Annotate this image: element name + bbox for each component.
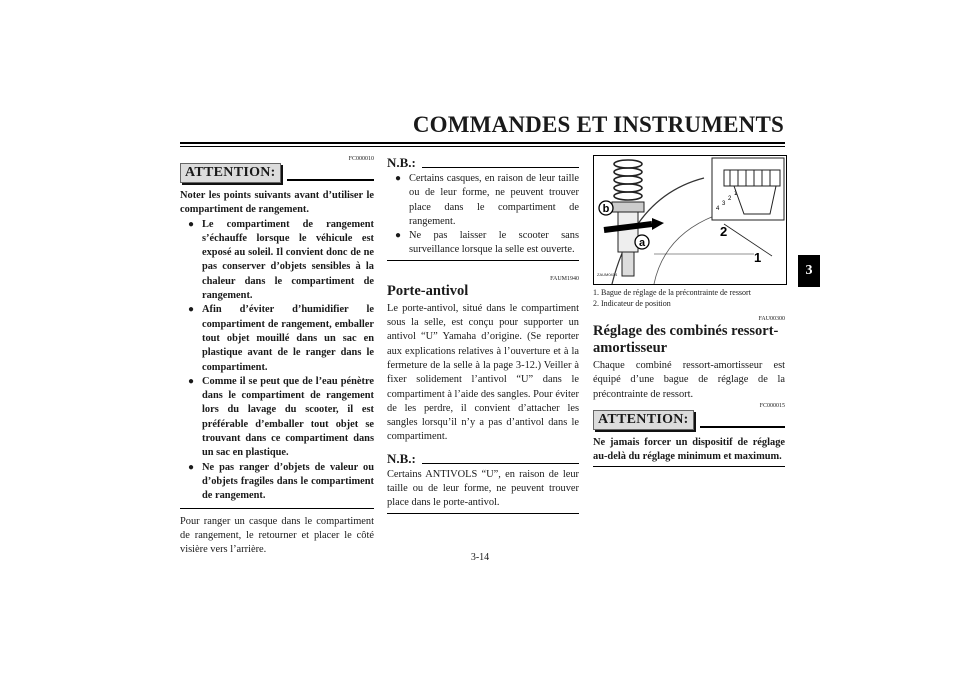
caption-item: 1. Bague de réglage de la précontrainte de ressort <box>593 288 751 297</box>
attention-code: FC000015 <box>759 402 785 409</box>
section-title: Réglage des combinés ressort-amortisseur <box>593 323 779 356</box>
attention-bullet <box>180 461 374 504</box>
column-middle <box>387 155 579 518</box>
header-rule-thick <box>180 142 785 144</box>
helmet-paragraph: Pour ranger un casque dans le compartiment de rangement, le retourner et placer le côté visière vers l’arrière. <box>180 515 374 556</box>
nb-heading <box>387 451 579 466</box>
nb-bullet-text: Ne pas laisser le scooter sans surveillance lorsque la selle est ouverte. <box>409 230 579 256</box>
attention-bullet-text: Afin d’éviter d’humidifier le compartiment de rangement, emballer tout objet mouillé dans un sac en plastique avant de le ranger dans le compartiment. <box>202 304 374 373</box>
nb-bullet-text: Certains casques, en raison de leur taille ou de leur forme, ne peuvent trouver place dans le compartiment de rangement. <box>409 173 579 227</box>
attention-rule <box>287 179 374 181</box>
scale-mark-1: 1 <box>734 191 738 197</box>
shock-absorber-figure <box>593 155 787 285</box>
attention-bullet-text: Comme il se peut que de l’eau pénètre dans le compartiment de rangement lors du lavage du scooter, il est préférable d’emballer tout objet se trouvant dans ce compartiment dans un sac en plastique. <box>202 375 374 459</box>
attention-code: FC000010 <box>348 156 374 162</box>
label-b: b <box>602 203 610 215</box>
attention-end-rule <box>593 466 785 467</box>
attention-text: Ne jamais forcer un dispositif de réglage au-delà du réglage minimum et maximum. <box>593 436 785 463</box>
caption-item: 2. Indicateur de position <box>593 299 671 308</box>
nb-rule <box>422 463 579 464</box>
nb-rule <box>422 167 579 168</box>
bullet-dot-icon: ● <box>188 461 195 473</box>
attention-bullet <box>180 218 374 304</box>
attention-intro: Noter les points suivants avant d’utiliser le compartiment de rangement. <box>180 190 374 216</box>
nb-end-rule <box>387 260 579 261</box>
nb-bullet <box>387 172 579 229</box>
bullet-dot-icon: ● <box>188 304 195 316</box>
scale-mark-2: 2 <box>728 196 732 202</box>
callout-2: 2 <box>720 224 728 239</box>
nb-end-rule <box>387 513 579 514</box>
column-right <box>593 155 785 471</box>
section-text: Chaque combiné ressort-amortisseur est équipé d’une bague de réglage de la précontrainte de ressort. <box>593 360 785 400</box>
attention-bullet-text: Le compartiment de rangement s’échauffe lorsque le véhicule est exposé au soleil. Il convient donc de ne pas conserver d’objets sensibles à la chaleur dans le compartiment de rangement. <box>202 218 374 302</box>
bullet-dot-icon: ● <box>188 375 195 387</box>
nb-bullet <box>387 229 579 258</box>
nb-heading <box>387 155 579 170</box>
header-rule-thin <box>180 146 785 147</box>
attention-label: ATTENTION: <box>593 410 694 430</box>
scale-mark-4: 4 <box>716 206 720 212</box>
callout-1: 1 <box>754 250 762 265</box>
chapter-tab: 3 <box>798 255 820 287</box>
figure-code: ZAUM0414 <box>597 271 618 277</box>
attention-heading <box>593 410 785 430</box>
attention-heading <box>180 163 374 183</box>
nb-label: N.B.: <box>387 450 416 466</box>
page-header-title: COMMANDES ET INSTRUMENTS <box>412 112 784 137</box>
attention-end-rule <box>180 508 374 509</box>
column-left <box>180 155 374 557</box>
nb-text: Certains ANTIVOLS “U”, en raison de leur taille ou de leur forme, ne peuvent trouver place dans le porte-antivol. <box>387 468 579 509</box>
section-text: Le porte-antivol, situé dans le compartiment sous la selle, est conçu pour supporter un antivol “U” Yamaha d’origine. (Se reporter aux explications relatives à l’ouverture et à la fermeture de la selle à la page 3-12.) Veiller à fixer solidement l’antivol “U” dans le compartiment à l’aide des sangles. Pour éviter de les perdre, il convient d’attacher les sangles lorsqu’il n’y a pas d’antivol dans le compartiment. <box>387 302 579 443</box>
scale-mark-3: 3 <box>722 201 726 207</box>
attention-bullet <box>180 303 374 374</box>
section-code: FAU00300 <box>758 316 785 322</box>
attention-bullet <box>180 375 374 461</box>
bullet-dot-icon: ● <box>188 218 195 230</box>
attention-label: ATTENTION: <box>180 163 281 183</box>
nb-label: N.B.: <box>387 155 416 170</box>
figure-labels <box>594 156 786 284</box>
page-number: 3-14 <box>470 552 490 563</box>
attention-rule <box>700 426 785 428</box>
attention-bullet-text: Ne pas ranger d’objets de valeur ou d’objets fragiles dans le compartiment de rangement. <box>202 461 374 502</box>
bullet-dot-icon: ● <box>395 173 402 184</box>
section-title: Porte-antivol <box>387 282 469 299</box>
figure-captions <box>593 287 785 309</box>
section-code: FAUM1940 <box>550 275 579 282</box>
label-a: a <box>638 237 646 249</box>
bullet-dot-icon: ● <box>395 230 402 242</box>
